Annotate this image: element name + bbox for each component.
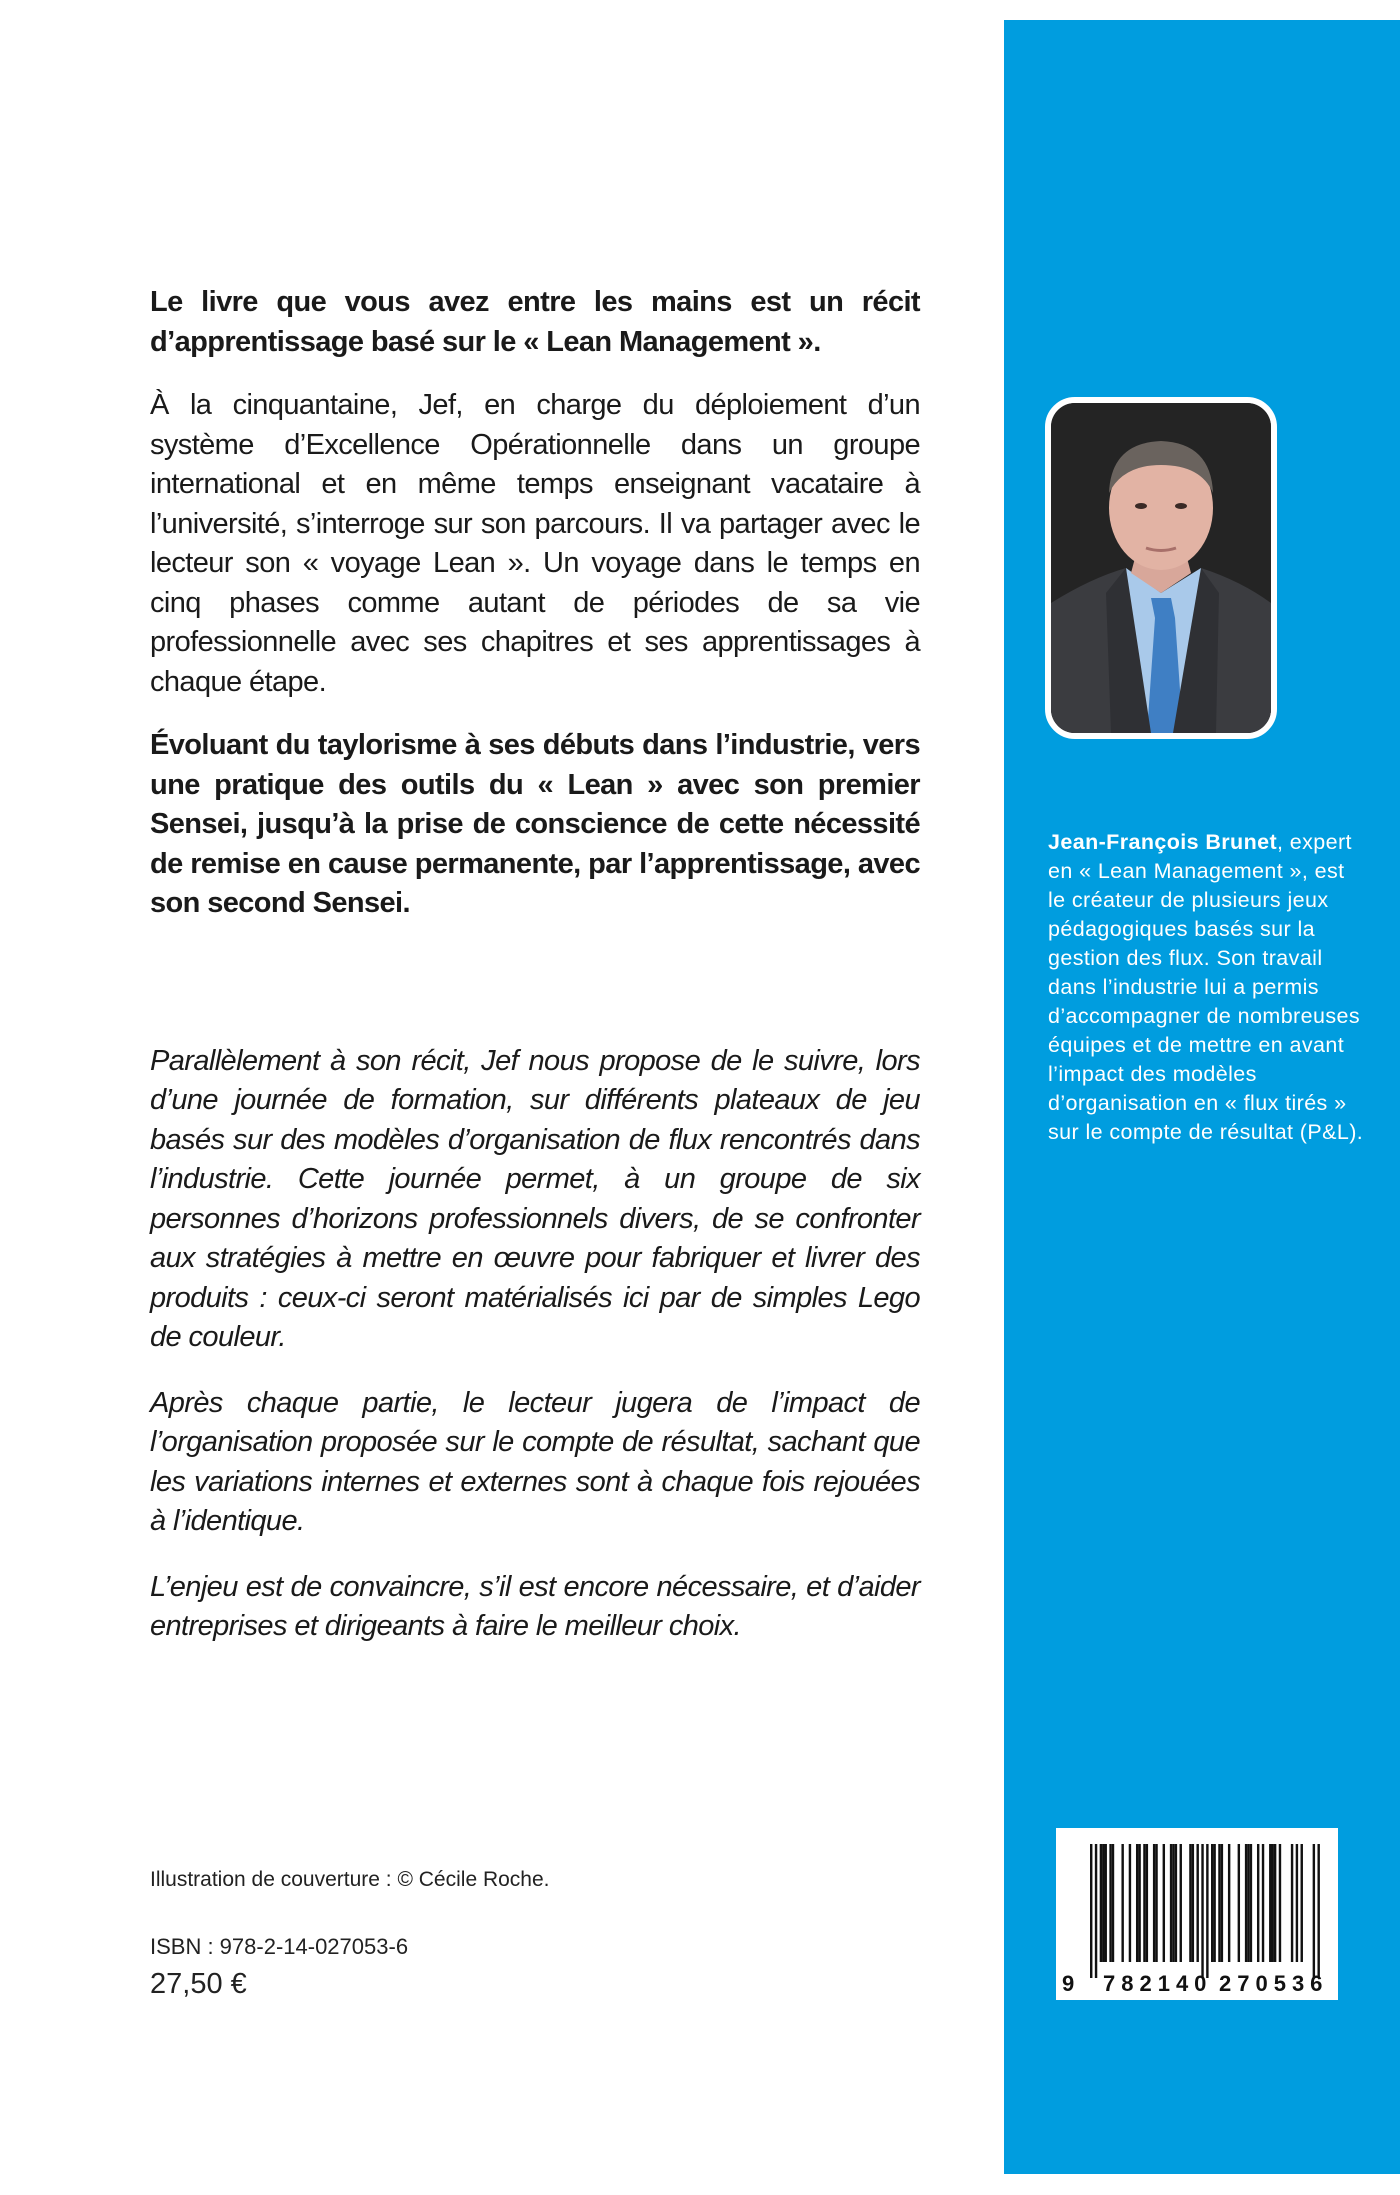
barcode-bar: [1247, 1844, 1249, 1962]
illustration-credit: [150, 1866, 550, 1894]
barcode-bar: [1172, 1844, 1174, 1962]
barcode-bar: [1213, 1844, 1215, 1962]
barcode-bar: [1192, 1844, 1194, 1962]
barcode-bar: [1201, 1844, 1203, 1978]
barcode-bar: [1146, 1844, 1148, 1962]
blurb-column: [150, 283, 920, 1647]
barcode-bar: [1257, 1844, 1259, 1962]
illustration-credit-text: Illustration de couverture : © Cécile Roche.: [150, 1868, 550, 1891]
barcode-bar: [1170, 1844, 1172, 1962]
barcode-bar: [1129, 1844, 1131, 1962]
barcode-bar: [1095, 1844, 1097, 1978]
author-portrait-icon: [1051, 403, 1271, 733]
author-bio-text: , expert en « Lean Management », est le créateur de plusieurs jeux pédagogiques basés sur la gestion des flux. Son travail dans l’industrie lui a permis d’accompagner de nombreuses équipes et de mettre en avant l’impact des modèles d’organisation en « flux tirés » sur le compte de résultat (P&L).: [1048, 830, 1364, 1144]
barcode-left-digits: 782140: [1103, 1971, 1213, 1996]
barcode-bar: [1228, 1844, 1230, 1962]
story-paragraph: À la cinquantaine, Jef, en charge du déploiement d’un système d’Excellence Opérationnelle dans un groupe international et en même temps enseignant vacataire à l’université, s’interroge sur son parcours. Il va partager avec le lecteur son « voyage Lean ». Un voyage dans le temps en cinq phases comme autant de périodes de sa vie professionnelle avec ses chapitres et ses apprentissages à chaque étape.: [150, 389, 920, 698]
author-panel: [1004, 20, 1400, 2174]
barcode-bar: [1262, 1844, 1264, 1962]
barcode-icon: [1056, 1828, 1338, 2000]
barcode-bar: [1153, 1844, 1155, 1962]
barcode-bar: [1279, 1844, 1281, 1962]
barcode-bar: [1112, 1844, 1114, 1962]
stake-paragraph: L’enjeu est de convaincre, s’il est encore nécessaire, et d’aider entreprises et dirigeants à faire le meilleur choix.: [150, 1570, 920, 1642]
barcode-bar: [1105, 1844, 1107, 1962]
barcode-bar: [1296, 1844, 1298, 1962]
barcode-bar: [1109, 1844, 1111, 1962]
barcode-right-digits: 270536: [1219, 1971, 1329, 1996]
intro-paragraph: Le livre que vous avez entre les mains est un récit d’apprentissage basé sur le « Lean Management ».: [150, 286, 920, 358]
barcode-bar: [1301, 1844, 1303, 1962]
barcode-bar: [1163, 1844, 1165, 1962]
barcode-bar: [1238, 1844, 1240, 1962]
barcode-bar: [1317, 1844, 1319, 1978]
barcode-bar: [1218, 1844, 1220, 1962]
barcode-bar: [1274, 1844, 1276, 1962]
barcode-bar: [1313, 1844, 1315, 1978]
barcode-bar: [1272, 1844, 1274, 1962]
parallel-paragraph: Parallèlement à son récit, Jef nous propose de le suivre, lors d’une journée de formation, sur différents plateaux de jeu basés sur des modèles d’organisation de flux rencontrés dans l’industrie. Cette journée permet, à un groupe de six personnes d’horizons professionnels divers, de se confronter aux stratégies à mettre en œuvre pour fabriquer et livrer des produits : ceux-ci seront matérialisés ici par de simples Lego de couleur.: [150, 1044, 920, 1353]
barcode-bar: [1221, 1844, 1223, 1962]
barcode-bar: [1121, 1844, 1123, 1962]
barcode-bar: [1143, 1844, 1145, 1962]
barcode-bar: [1196, 1844, 1198, 1962]
barcode-bar: [1102, 1844, 1104, 1962]
barcode-lead-digit: 9: [1062, 1971, 1075, 1996]
barcode-bar: [1291, 1844, 1293, 1962]
barcode-bar: [1245, 1844, 1247, 1962]
barcode-bar: [1155, 1844, 1157, 1962]
barcode-bar: [1189, 1844, 1191, 1962]
isbn-barcode: [1056, 1828, 1338, 2000]
evolution-paragraph: Évoluant du taylorisme à ses débuts dans l’industrie, vers une pratique des outils du « Lean » avec son premier Sensei, jusqu’à la prise de conscience de cette nécessité de remise en cause permanente, par l’apprentissage, avec son second Sensei.: [150, 729, 920, 919]
barcode-bar: [1180, 1844, 1182, 1962]
barcode-bar: [1269, 1844, 1271, 1962]
barcode-bar: [1090, 1844, 1092, 1978]
barcode-bar: [1136, 1844, 1138, 1962]
barcode-bar: [1175, 1844, 1177, 1962]
author-name: Jean-François Brunet: [1048, 830, 1278, 854]
barcode-bar: [1211, 1844, 1213, 1962]
barcode-bar: [1100, 1844, 1102, 1962]
after-game-paragraph: Après chaque partie, le lecteur jugera de l’impact de l’organisation proposée sur le compte de résultat, sachant que les variations internes et externes sont à chaque fois rejouées à l’identique.: [150, 1386, 920, 1537]
price-text: 27,50 €: [150, 1968, 247, 2000]
barcode-bar: [1250, 1844, 1252, 1962]
barcode-bar: [1138, 1844, 1140, 1962]
isbn-text: ISBN : 978-2-14-027053-6: [150, 1934, 409, 1959]
author-bio: [1048, 828, 1368, 1147]
barcode-bar: [1206, 1844, 1208, 1978]
author-photo: [1045, 397, 1277, 739]
